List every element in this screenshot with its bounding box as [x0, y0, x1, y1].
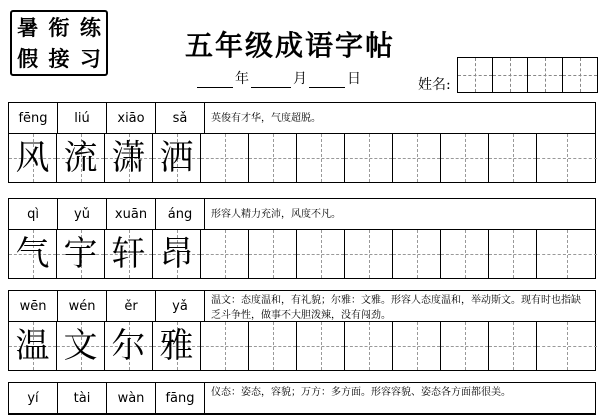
practice-cell[interactable]	[441, 322, 489, 370]
day-blank[interactable]	[309, 69, 345, 88]
practice-cell[interactable]	[441, 230, 489, 278]
practice-cell[interactable]	[249, 230, 297, 278]
month-blank[interactable]	[251, 69, 291, 88]
year-blank[interactable]	[197, 69, 233, 88]
idiom-block	[8, 382, 596, 415]
stamp-char: 练	[79, 15, 101, 40]
name-box[interactable]	[527, 57, 563, 93]
page-title: 五年级成语字帖	[185, 29, 396, 62]
model-char-cell	[57, 134, 105, 182]
pinyin: yǎ	[156, 291, 205, 321]
pinyin: fāng	[156, 383, 205, 413]
date-line	[197, 68, 363, 88]
name-box[interactable]	[562, 57, 598, 93]
model-char: 宇	[63, 234, 98, 274]
pinyin: tài	[58, 383, 107, 413]
model-char: 昂	[159, 234, 194, 274]
name-label: 姓名:	[418, 77, 451, 93]
name-box[interactable]	[457, 57, 493, 93]
model-char-cell	[57, 230, 105, 278]
idiom-block	[8, 290, 596, 371]
idiom-block	[8, 102, 596, 183]
practice-cell[interactable]	[489, 230, 537, 278]
pinyin: yí	[9, 383, 58, 413]
pinyin: xuān	[107, 199, 156, 229]
idiom-meaning: 仪态：姿态，容貌；万方：多方面。形容容貌、姿态各方面都很美。	[211, 387, 511, 398]
practice-cell[interactable]	[249, 322, 297, 370]
month-label: 月	[293, 71, 307, 87]
model-char-cell	[105, 134, 153, 182]
model-char: 流	[63, 138, 98, 178]
practice-cell[interactable]	[345, 322, 393, 370]
pinyin: qì	[9, 199, 58, 229]
summer-practice-stamp	[10, 10, 108, 76]
practice-cell[interactable]	[249, 134, 297, 182]
pinyin-row	[9, 103, 595, 134]
name-box[interactable]	[492, 57, 528, 93]
practice-grid	[9, 322, 595, 370]
pinyin: liú	[58, 103, 107, 133]
model-char-cell	[9, 322, 57, 370]
stamp-char: 习	[79, 46, 101, 71]
practice-cell[interactable]	[537, 134, 597, 182]
practice-cell[interactable]	[441, 134, 489, 182]
model-char: 潇	[111, 138, 146, 178]
model-char: 轩	[111, 234, 146, 274]
stamp-char: 暑	[17, 15, 39, 40]
practice-cell[interactable]	[297, 322, 345, 370]
practice-cell[interactable]	[201, 134, 249, 182]
year-label: 年	[235, 71, 249, 87]
model-char-cell	[153, 134, 201, 182]
pinyin: xiāo	[107, 103, 156, 133]
name-boxes[interactable]	[458, 57, 598, 93]
model-char: 文	[63, 326, 98, 366]
pinyin: áng	[156, 199, 205, 229]
practice-cell[interactable]	[537, 230, 597, 278]
pinyin: fēng	[9, 103, 58, 133]
practice-cell[interactable]	[201, 230, 249, 278]
idiom-meaning: 形容人精力充沛，风度不凡。	[211, 208, 341, 220]
pinyin-row	[9, 291, 595, 322]
practice-cell[interactable]	[393, 230, 441, 278]
model-char-cell	[153, 230, 201, 278]
practice-cell[interactable]	[297, 134, 345, 182]
day-label: 日	[347, 71, 361, 87]
model-char: 洒	[159, 138, 194, 178]
stamp-char: 假	[17, 46, 39, 71]
model-char: 雅	[159, 326, 194, 366]
practice-cell[interactable]	[297, 230, 345, 278]
model-char-cell	[9, 230, 57, 278]
practice-grid	[9, 230, 595, 278]
model-char-cell	[153, 322, 201, 370]
pinyin: wēn	[9, 291, 58, 321]
practice-cell[interactable]	[201, 322, 249, 370]
idiom-meaning: 英俊有才华，气度超脱。	[211, 112, 321, 124]
stamp-char: 接	[48, 46, 70, 71]
model-char: 温	[15, 326, 50, 366]
practice-cell[interactable]	[393, 322, 441, 370]
model-char: 气	[15, 234, 50, 274]
model-char-cell	[9, 134, 57, 182]
pinyin-row	[9, 199, 595, 230]
idiom-meaning: 温文：态度温和，有礼貌；尔雅：文雅。形容人态度温和，举动斯文。现有时也指缺乏斗争性，做事不大胆泼辣，没有闯劲。	[211, 295, 581, 321]
practice-cell[interactable]	[345, 134, 393, 182]
model-char-cell	[105, 230, 153, 278]
stamp-char: 衔	[48, 15, 70, 40]
practice-cell[interactable]	[489, 322, 537, 370]
model-char: 风	[15, 138, 50, 178]
practice-cell[interactable]	[393, 134, 441, 182]
pinyin-row	[9, 383, 595, 414]
practice-cell[interactable]	[537, 322, 597, 370]
pinyin: sǎ	[156, 103, 205, 133]
pinyin: yǔ	[58, 199, 107, 229]
idiom-block	[8, 198, 596, 279]
model-char-cell	[105, 322, 153, 370]
practice-cell[interactable]	[489, 134, 537, 182]
practice-grid	[9, 134, 595, 182]
model-char: 尔	[111, 326, 146, 366]
pinyin: ěr	[107, 291, 156, 321]
pinyin: wén	[58, 291, 107, 321]
pinyin: wàn	[107, 383, 156, 413]
practice-cell[interactable]	[345, 230, 393, 278]
model-char-cell	[57, 322, 105, 370]
